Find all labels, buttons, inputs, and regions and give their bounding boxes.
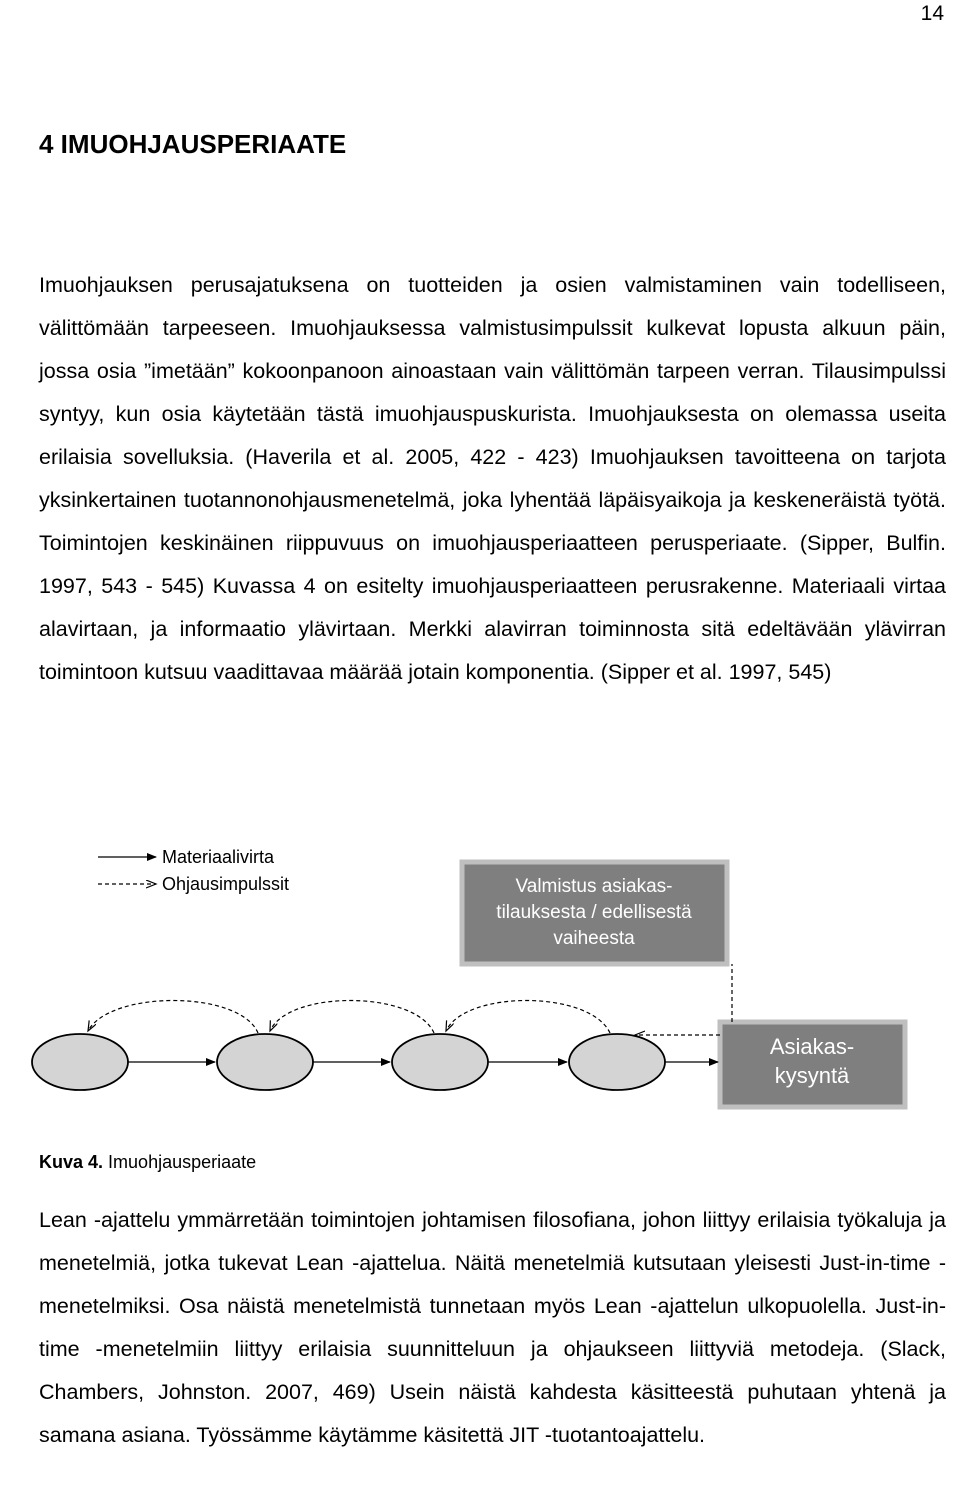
body-paragraph-1: Imuohjauksen perusajatuksena on tuotteiden ja osien valmistaminen vain todelliseen, välittömään tarpeeseen. Imuohjauksessa valmistusimpulssit kulkevat lopusta alkuun päin, jossa osia ”imetään” kokoonpanoon ainoastaan vain välittömän tarpeen verran. Tilausimpulssi syntyy, kun osia käytetään tästä imuohjauspuskurista. Imuohjauksesta on olemassa useita erilaisia sovelluksia. (Haverila et al. 2005, 422 - 423) Imuohjauksen tavoitteena on tarjota yksinkertainen tuotannonohjausmenetelmä, joka lyhentää läpäisyaikoja ja keskeneräistä työtä. Toimintojen keskinäinen riippuvuus on imuohjausperiaatteen perusperiaate. (Sipper, Bulfin. 1997, 543 - 545) Kuvassa 4 on esitelty imuohjausperiaatteen perusrakenne. Materiaali virtaa alavirtaan, ja informaatio ylävirtaan. Merkki alavirran toiminnosta sitä edeltävään ylävirran toimintoon kutsuu vaadittavaa määrää jotain komponentia. (Sipper et al. 1997, 545) — [39, 273, 946, 684]
production-box-line-1: Valmistus asiakas- — [515, 876, 673, 897]
customer-demand-line-1: Asiakas- — [769, 1034, 855, 1059]
customer-demand-line-2: kysyntä — [774, 1063, 850, 1088]
production-box-line-3: vaiheesta — [553, 928, 635, 949]
body-paragraph-2: Lean -ajattelu ymmärretään toimintojen johtamisen filosofiana, johon liittyy erilaisia työkaluja ja menetelmiä, jotka tukevat Lean -ajattelua. Näitä menetelmiä kutsutaan yleisesti Just-in-time -menetelmiksi. Osa näistä menetelmistä tunnetaan myös Lean -ajattelun ulkopuolella. Just-in-time -menetelmiin liittyy erilaisia suunnitteluun ja ohjaukseen liittyviä metodeja. (Slack, Chambers, Johnston. 2007, 469) Usein näistä kahdesta käsitteestä puhutaan yhtenä ja samana asiana. Työssämme käytämme käsitettä JIT -tuotantoajattelu. — [39, 1208, 946, 1447]
chapter-title: 4 IMUOHJAUSPERIAATE — [39, 129, 347, 159]
control-impulse-arc-3 — [446, 1000, 610, 1033]
control-impulse-arc-2 — [270, 1000, 434, 1033]
caption-text: Imuohjausperiaate — [108, 1152, 257, 1172]
page-number: 14 — [920, 2, 944, 25]
legend-material-label: Materiaalivirta — [162, 847, 275, 867]
process-step-2 — [217, 1034, 313, 1090]
production-box-line-2: tilauksesta / edellisestä — [496, 902, 692, 923]
control-impulse-arc-1 — [88, 1000, 258, 1033]
process-step-1 — [32, 1034, 128, 1090]
process-step-3 — [392, 1034, 488, 1090]
pull-principle-figure — [30, 830, 910, 1120]
caption-label: Kuva 4. — [39, 1152, 104, 1172]
figure-caption — [39, 1152, 256, 1173]
legend-control-label: Ohjausimpulssit — [162, 874, 290, 894]
figure-diagram — [30, 830, 910, 1120]
process-step-4 — [569, 1034, 665, 1090]
